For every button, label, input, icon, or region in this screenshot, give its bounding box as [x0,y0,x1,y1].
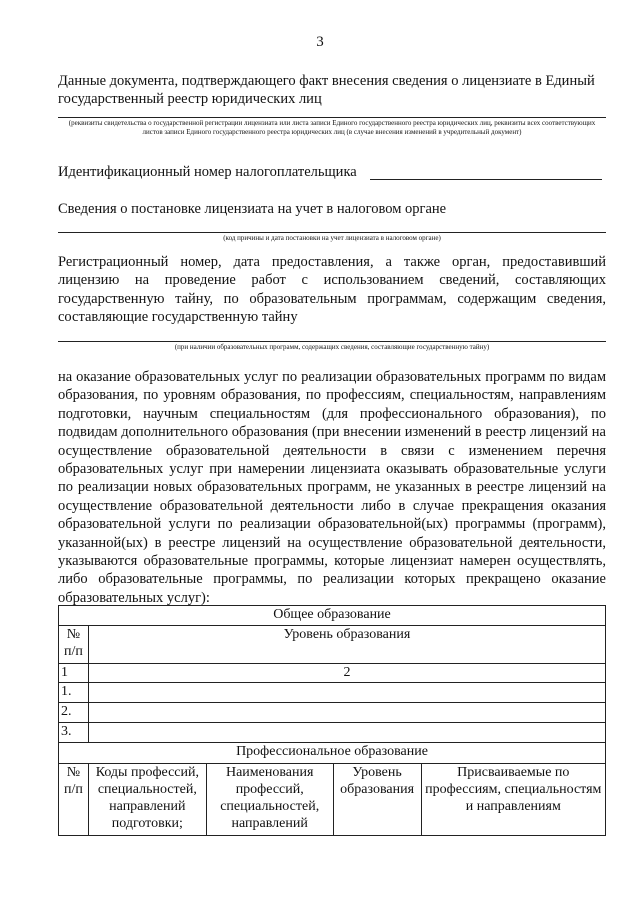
prof-col-codes: Коды профессий, специальностей, направлений подготовки; [88,764,206,836]
inn-label: Идентификационный номер налогоплательщика [58,164,357,180]
index-cell-1: 1 [59,664,89,683]
tax-registration-fill-line [58,232,606,233]
row-level-cell[interactable] [88,703,605,723]
professional-education-columns-row [59,764,606,836]
table-row [59,723,606,743]
egrul-caption: (реквизиты свидетельства о государственной регистрации лицензиата или листа записи Единого государственного реестра юридических лиц, реквизиты всех соответствующих листов записи Единого государственного реестра юридических лиц (в случае внесения изменений в учредительный документ) [68,119,596,136]
row-number: 2. [59,703,89,723]
general-education-header: Общее образование [59,606,606,626]
page-number: 3 [316,34,324,50]
row-number: 3. [59,723,89,743]
index-cell-2: 2 [88,664,605,683]
prof-col-number: № п/п [59,764,89,836]
col-number-header: № п/п [59,626,89,664]
prof-col-level: Уровень образования [333,764,421,836]
row-number: 1. [59,683,89,703]
row-level-cell[interactable] [88,683,605,703]
tax-registration-caption: (код причины и дата постановки на учет лицензиата в налоговом органе) [223,234,441,242]
professional-education-header: Профессиональное образование [59,743,606,764]
educational-services-paragraph: на оказание образовательных услуг по реализации образовательных программ по видам образования, по уровням образования, по профессиям, специальностям, направлениям подготовки, научным специальностям (для профессионального образования), по подвидам дополнительного образования (при внесении изменений в реестр лицензий на осуществление образовательной деятельности в связи с изменением перечня образовательных услуг при намерении лицензиата оказывать образовательные услуги по реализации новых образовательных программ, не указанных в реестре лицензий на осуществление образовательной деятельности либо в случае прекращения оказания образовательной услуги по реализации образовательной(ых) программы (программ), указанной(ых) в реестре лицензий на осуществление образовательной деятельности, указываются образовательные программы, которые лицензиат намерен осуществлять, либо образовательные программы, по реализации которых прекращено оказание образовательных услуг): [58,369,606,606]
egrul-document-title: Данные документа, подтверждающего факт внесения сведения о лицензиате в Единый государственный реестр юридических лиц [58,73,595,107]
egrul-fill-line [58,117,606,118]
inn-fill-line [370,179,602,180]
prof-col-names: Наименования профессий, специальностей, направлений [206,764,333,836]
index-row [59,664,606,683]
table-row [59,703,606,723]
state-secret-caption: (при наличии образовательных программ, содержащих сведения, составляющие государственную тайну) [174,343,490,351]
state-secret-fill-line [58,341,606,342]
professional-education-header-row [59,743,606,764]
programs-table [58,605,606,836]
row-level-cell[interactable] [88,723,605,743]
prof-col-qualifications: Присваиваемые по профессиям, специальностям и направлениям [421,764,605,836]
tax-registration-title: Сведения о постановке лицензиата на учет в налоговом органе [58,201,447,217]
general-education-header-row [59,606,606,626]
col-level-header: Уровень образования [88,626,605,664]
general-education-columns-row [59,626,606,664]
state-secret-license-title: Регистрационный номер, дата предоставления, а также орган, предоставивший лицензию на проведение работ с использованием сведений, составляющих государственную тайну, по образовательным программам, содержащим сведения, составляющие государственную тайну [58,254,606,326]
table-row [59,683,606,703]
